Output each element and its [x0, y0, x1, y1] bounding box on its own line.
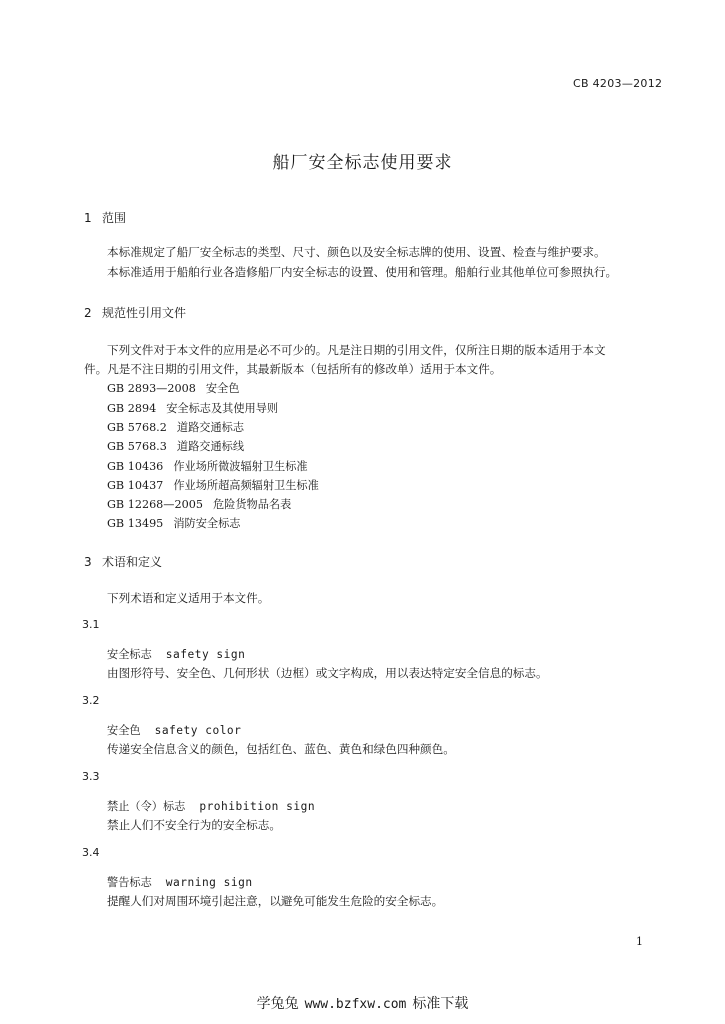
- term-chinese: 安全标志: [107, 648, 152, 661]
- footer-prefix: 学兔兔: [256, 996, 299, 1012]
- section-title: 范围: [102, 211, 127, 225]
- page-number: 1: [636, 935, 643, 948]
- term-entry: [107, 874, 253, 890]
- footer-watermark: [0, 993, 725, 1013]
- term-definition: 由图形符号、安全色、几何形状（边框）或文字构成，用以表达特定安全信息的标志。: [107, 666, 548, 680]
- section-number: 1: [84, 211, 92, 225]
- reference-item: [107, 419, 244, 435]
- reference-code: GB 10437: [107, 479, 164, 492]
- term-english: safety sign: [165, 648, 246, 661]
- section-title: 术语和定义: [102, 555, 163, 569]
- scope-paragraph-2: 本标准适用于船舶行业各造修船厂内安全标志的设置、使用和管理。船舶行业其他单位可参照执行。: [107, 265, 618, 279]
- section-3-heading: [84, 553, 162, 570]
- term-english: prohibition sign: [199, 800, 316, 813]
- clause-number: 3.3: [82, 770, 100, 783]
- term-chinese: 禁止（令）标志: [107, 800, 186, 813]
- reference-item: [107, 515, 240, 531]
- footer-site-link[interactable]: www.bzfxw.com: [304, 997, 407, 1012]
- section-number: 2: [84, 306, 92, 320]
- reference-item: [107, 458, 308, 474]
- reference-item: [107, 477, 319, 493]
- standard-code: CB 4203—2012: [573, 77, 663, 90]
- term-chinese: 警告标志: [107, 876, 152, 889]
- normative-intro-line-2: 件。凡是不注日期的引用文件，其最新版本（包括所有的修改单）适用于本文件。: [84, 362, 502, 376]
- terms-intro: 下列术语和定义适用于本文件。: [107, 591, 270, 605]
- reference-title: 危险货物品名表: [212, 498, 292, 511]
- term-entry: [107, 722, 241, 738]
- reference-code: GB 5768.2: [107, 421, 167, 434]
- reference-item: [107, 496, 291, 512]
- reference-item: [107, 380, 239, 396]
- reference-code: GB 2893—2008: [107, 382, 196, 395]
- section-1-heading: [84, 209, 126, 226]
- reference-title: 消防安全标志: [173, 517, 241, 530]
- reference-title: 作业场所微波辐射卫生标准: [173, 460, 308, 473]
- clause-number: 3.2: [82, 694, 100, 707]
- normative-intro-line-1: 下列文件对于本文件的应用是必不可少的。凡是注日期的引用文件，仅所注日期的版本适用于本文: [107, 343, 606, 357]
- term-entry: [107, 646, 245, 662]
- reference-title: 安全色: [205, 382, 240, 395]
- section-number: 3: [84, 555, 92, 569]
- section-2-heading: [84, 304, 186, 321]
- reference-item: [107, 438, 244, 454]
- footer-suffix: 标准下载: [412, 996, 469, 1012]
- document-title: 船厂安全标志使用要求: [272, 153, 453, 173]
- scope-paragraph-1: 本标准规定了船厂安全标志的类型、尺寸、颜色以及安全标志牌的使用、设置、检查与维护要求。: [107, 245, 606, 259]
- term-english: safety color: [154, 724, 242, 737]
- reference-code: GB 10436: [107, 460, 164, 473]
- reference-code: GB 2894: [107, 402, 157, 415]
- clause-number: 3.1: [82, 618, 100, 631]
- reference-code: GB 5768.3: [107, 440, 167, 453]
- term-definition: 禁止人们不安全行为的安全标志。: [107, 818, 281, 832]
- term-definition: 提醒人们对周围环境引起注意，以避免可能发生危险的安全标志。: [107, 894, 444, 908]
- reference-code: GB 13495: [107, 517, 164, 530]
- clause-number: 3.4: [82, 846, 100, 859]
- term-english: warning sign: [165, 876, 253, 889]
- reference-title: 作业场所超高频辐射卫生标准: [173, 479, 319, 492]
- reference-title: 安全标志及其使用导则: [166, 402, 279, 415]
- reference-title: 道路交通标线: [176, 440, 245, 453]
- reference-code: GB 12268—2005: [107, 498, 203, 511]
- term-entry: [107, 798, 315, 814]
- reference-title: 道路交通标志: [176, 421, 245, 434]
- section-title: 规范性引用文件: [102, 306, 187, 320]
- term-definition: 传递安全信息含义的颜色，包括红色、蓝色、黄色和绿色四种颜色。: [107, 742, 455, 756]
- term-chinese: 安全色: [107, 724, 141, 737]
- reference-item: [107, 400, 278, 416]
